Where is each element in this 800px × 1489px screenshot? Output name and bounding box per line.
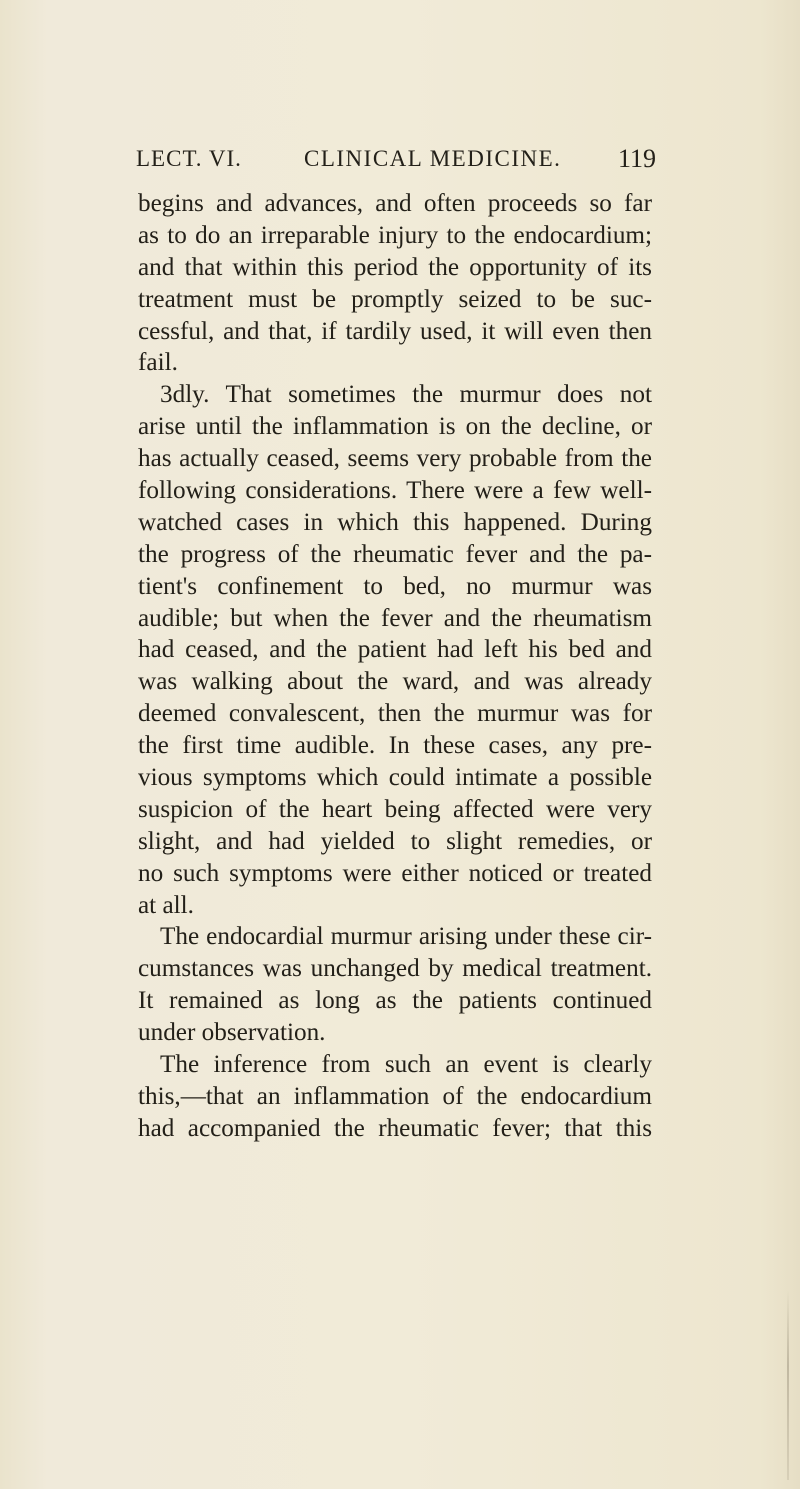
text-line: this,—that an inflammation of the endocardium [138,1082,652,1110]
text-line: It remained as long as the patients continued [138,987,652,1015]
text-line: tient's confinement to bed, no murmur was [138,572,652,600]
text-line: has actually ceased, seems very probable from the [138,445,652,473]
text-line: as to do an irreparable injury to the endocardium; [138,221,652,249]
text-line: 3dly. That sometimes the murmur does not [160,381,652,409]
running-title: CLINICAL MEDICINE. [304,146,562,171]
lecture-number: LECT. VI. [136,146,242,171]
text-line: vious symptoms which could intimate a possible [138,764,652,792]
text-line: The endocardial murmur arising under these cir- [160,923,652,951]
text-line: had accompanied the rheumatic fever; that this [138,1114,652,1142]
text-line: under observation. [138,1019,326,1047]
page-edge-shadow [787,1290,789,1480]
text-line: at all. [138,891,194,919]
text-line: and that within this period the opportunity of its [138,253,652,281]
text-line: the progress of the rheumatic fever and the pa- [138,540,652,568]
text-line: deemed convalescent, then the murmur was for [138,700,652,728]
text-line: following considerations. There were a few well- [138,477,652,505]
text-line: was walking about the ward, and was already [138,668,652,696]
text-line: cessful, and that, if tardily used, it will even then [138,317,652,345]
page-number: 119 [617,144,656,173]
text-line: begins and advances, and often proceeds so far [138,190,652,217]
text-line: had ceased, and the patient had left his bed and [138,636,652,664]
text-line: cumstances was unchanged by medical treatment. [138,955,652,983]
text-line: treatment must be promptly seized to be suc- [138,285,652,313]
text-line: audible; but when the fever and the rheumatism [138,604,652,632]
text-line: slight, and had yielded to slight remedies, or [138,827,652,855]
body-text [138,188,652,1145]
text-line: the first time audible. In these cases, any pre- [138,732,652,760]
text-line: suspicion of the heart being affected were very [138,795,652,823]
text-line: no such symptoms were either noticed or treated [138,859,652,887]
text-line: watched cases in which this happened. During [138,508,652,536]
text-line: arise until the inflammation is on the decline, or [138,413,652,441]
text-line: fail. [138,349,178,377]
running-head [136,146,656,176]
text-line: The inference from such an event is clearly [160,1051,652,1079]
